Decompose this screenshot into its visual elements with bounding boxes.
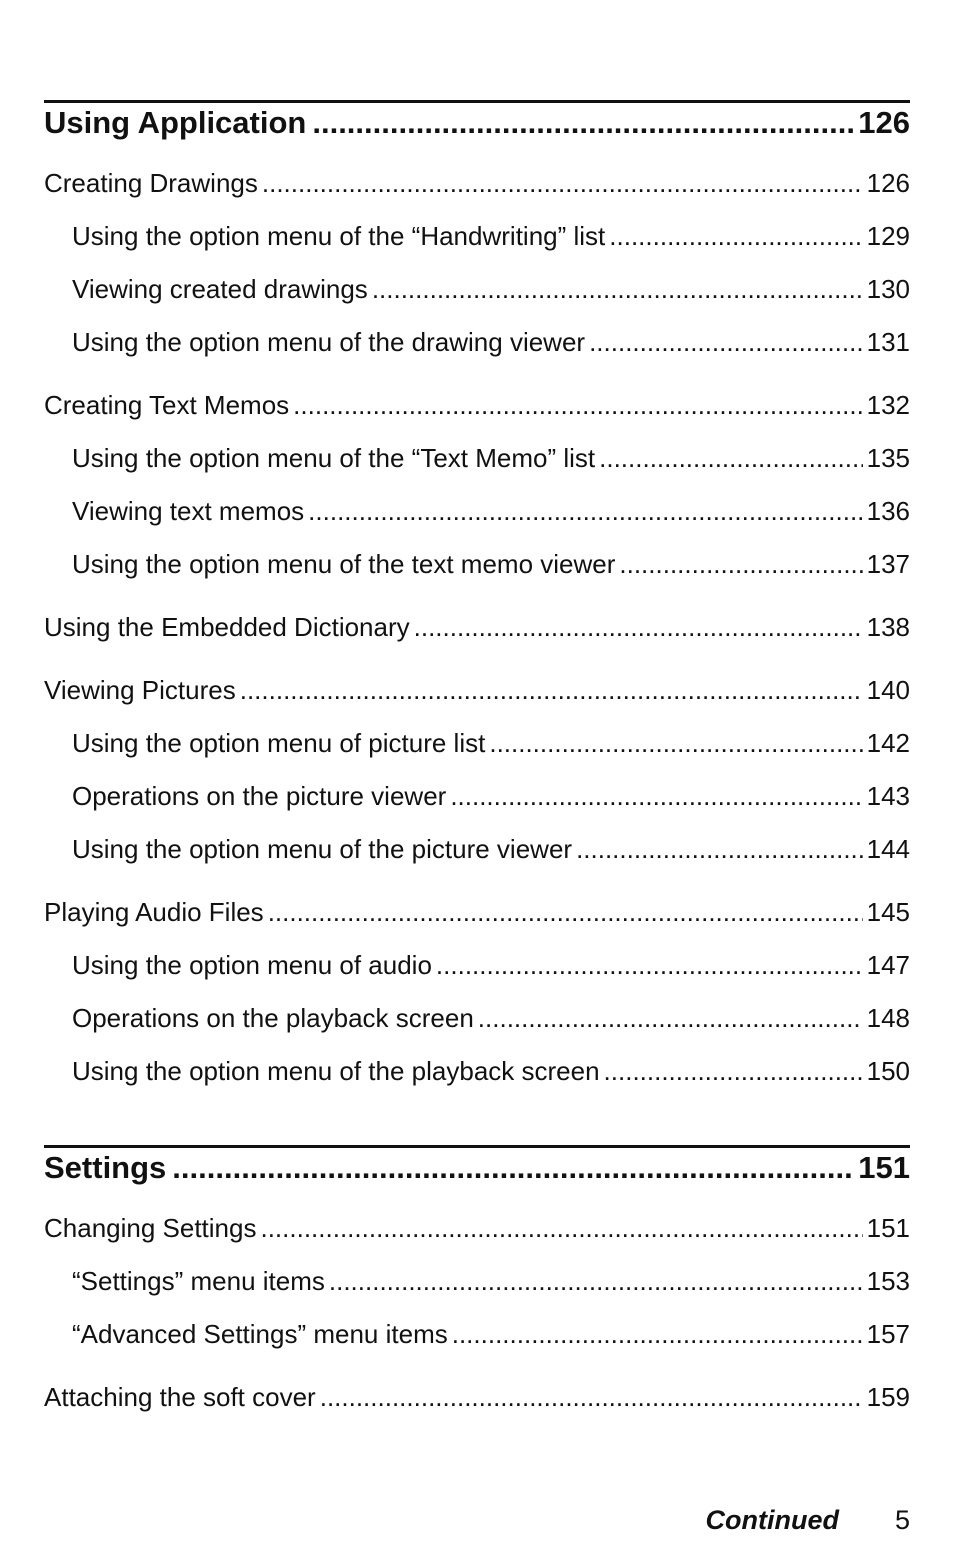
toc-entry-label: Using the Embedded Dictionary [44,612,410,642]
dot-leader [172,1150,854,1186]
toc-entry-label: Using the option menu of picture list [72,728,486,758]
toc-entry-page: 145 [866,897,910,927]
toc-entry-label: Using the option menu of the drawing viewer [72,327,586,357]
toc-entry-label: Viewing created drawings [72,274,368,304]
toc-entry-label: Changing Settings [44,1213,257,1243]
toc-entry-page: 153 [866,1266,910,1296]
toc-entry-label: Operations on the playback screen [72,1003,474,1033]
dot-leader [372,274,863,305]
toc-entry-label: Viewing text memos [72,496,305,526]
toc-entry-label: “Advanced Settings” menu items [72,1319,448,1349]
toc-entry-page: 135 [866,443,910,473]
dot-leader [260,1213,862,1244]
toc-entry-label: Playing Audio Files [44,897,264,927]
toc-entry-page: 148 [866,1003,910,1033]
toc-entry-page: 150 [866,1056,910,1086]
toc-entry-label: Using the option menu of the “Text Memo” list [72,443,596,473]
toc-entry [44,897,910,950]
toc-entry-page: 131 [866,327,910,357]
toc-subentry [44,327,910,380]
page-footer [705,1505,910,1536]
toc-entry-label: Using the option menu of the text memo viewer [72,549,616,579]
toc-entry-page: 159 [866,1382,910,1412]
toc-subentry [44,1319,910,1372]
toc-heading [44,1148,910,1194]
toc-entry [44,390,910,443]
toc-entry [44,1382,910,1435]
page-number: 5 [894,1505,910,1535]
toc-subentry [44,443,910,496]
toc-subentry [44,728,910,781]
dot-leader [609,221,862,252]
toc-section-settings [44,1145,910,1435]
dot-leader [478,1003,863,1034]
dot-leader [262,168,863,199]
toc-entry [44,675,910,728]
toc-entry-page: 136 [866,496,910,526]
toc-subentry [44,1003,910,1056]
toc-entry-label: Using the option menu of the “Handwriting” list [72,221,606,251]
continued-label: Continued [705,1505,839,1535]
toc-entry-page: 157 [866,1319,910,1349]
toc-entry-page: 144 [866,834,910,864]
dot-leader [268,897,863,928]
toc-entry-label: Using the option menu of audio [72,950,432,980]
dot-leader [312,105,854,141]
toc-entry-page: 137 [866,549,910,579]
toc-entry [44,612,910,665]
toc-subentry [44,274,910,327]
toc-subentry [44,781,910,834]
toc-subentry [44,950,910,1003]
toc-subentry [44,496,910,549]
toc-entry-label: Operations on the picture viewer [72,781,447,811]
toc-entry-label: Using the option menu of the picture viewer [72,834,573,864]
toc-entry-page: 132 [866,390,910,420]
toc-entry [44,1213,910,1266]
dot-leader [320,1382,863,1413]
toc-subentry [44,1056,910,1109]
toc-entry-page: 151 [866,1213,910,1243]
toc-entry-page: 129 [866,221,910,251]
dot-leader [589,327,863,358]
dot-leader [293,390,862,421]
table-of-contents [44,100,910,1435]
toc-subentry [44,549,910,602]
dot-leader [450,781,862,812]
dot-leader [329,1266,863,1297]
toc-heading-page: 151 [858,1150,910,1185]
toc-heading-title: Settings [44,1150,167,1185]
toc-subentry [44,1266,910,1319]
dot-leader [240,675,863,706]
dot-leader [414,612,863,643]
toc-entry-page: 147 [866,950,910,980]
toc-entry-page: 126 [866,168,910,198]
dot-leader [436,950,863,981]
dot-leader [599,443,862,474]
toc-entry-label: Creating Drawings [44,168,258,198]
dot-leader [576,834,863,865]
toc-heading-page: 126 [858,105,910,140]
toc-entry-label: “Settings” menu items [72,1266,325,1296]
toc-subentry [44,834,910,887]
toc-entry-label: Viewing Pictures [44,675,236,705]
toc-section-using-application [44,100,910,1109]
dot-leader [489,728,862,759]
toc-entry-label: Creating Text Memos [44,390,290,420]
toc-heading-title: Using Application [44,105,307,140]
toc-subentry [44,221,910,274]
toc-entry-label: Attaching the soft cover [44,1382,316,1412]
toc-entry-page: 142 [866,728,910,758]
dot-leader [452,1319,863,1350]
toc-entry-page: 140 [866,675,910,705]
toc-entry-page: 130 [866,274,910,304]
toc-entry-page: 143 [866,781,910,811]
dot-leader [308,496,862,527]
dot-leader [619,549,862,580]
dot-leader [604,1056,863,1087]
toc-heading [44,103,910,149]
toc-entry [44,168,910,221]
toc-entry-page: 138 [866,612,910,642]
toc-entry-label: Using the option menu of the playback screen [72,1056,600,1086]
